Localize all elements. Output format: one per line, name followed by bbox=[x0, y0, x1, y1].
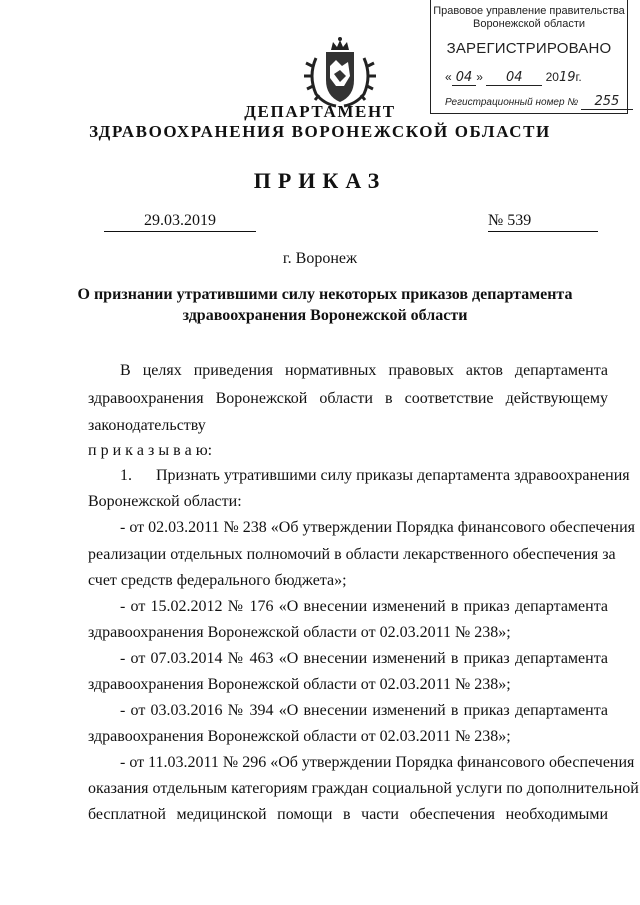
body-line: - от 15.02.2012 № 176 «О внесении изменений в приказ департамента bbox=[120, 598, 608, 615]
document-type-title: ПРИКАЗ bbox=[253, 168, 387, 193]
body-line: 1. Признать утратившими силу приказы департамента здравоохранения bbox=[120, 467, 630, 484]
body-line: - от 07.03.2014 № 463 «О внесении изменений в приказ департамента bbox=[120, 650, 608, 667]
body-line: реализации отдельных полномочий в области лекарственного обеспечения за bbox=[88, 546, 616, 563]
body-line: Воронежской области: bbox=[88, 493, 242, 510]
order-number: № 539 bbox=[488, 212, 598, 232]
order-subject-line2: здравоохранения Воронежской области bbox=[182, 307, 468, 324]
body-line: счет средств федерального бюджета»; bbox=[88, 572, 347, 589]
body-line: законодательству bbox=[88, 417, 206, 434]
order-subject bbox=[60, 284, 590, 326]
order-verb: п р и к а з ы в а ю: bbox=[88, 442, 213, 459]
body-line: бесплатной медицинской помощи в части обеспечения необходимыми bbox=[88, 806, 608, 823]
stamp-year: 19 bbox=[558, 70, 576, 85]
coat-of-arms-icon bbox=[300, 36, 380, 110]
body-line: В целях приведения нормативных правовых актов департамента bbox=[120, 362, 608, 379]
stamp-month: 04 bbox=[486, 70, 542, 86]
stamp-year-prefix: 20 bbox=[545, 70, 559, 84]
body-line: - от 11.03.2011 № 296 «Об утверждении Порядка финансового обеспечения bbox=[120, 754, 635, 771]
stamp-authority bbox=[431, 5, 627, 31]
order-subject-line1: О признании утратившими силу некоторых приказов департамента bbox=[77, 286, 573, 303]
department-name-line2: ЗДРАВООХРАНЕНИЯ ВОРОНЕЖСКОЙ ОБЛАСТИ bbox=[89, 122, 551, 141]
registration-stamp bbox=[430, 0, 628, 114]
stamp-reg-number: 255 bbox=[581, 94, 633, 110]
stamp-registered-label: ЗАРЕГИСТРИРОВАНО bbox=[446, 40, 612, 57]
stamp-authority-line1: Правовое управление правительства bbox=[433, 5, 625, 17]
body-line: здравоохранения Воронежской области от 02.03.2011 № 238»; bbox=[88, 728, 511, 745]
stamp-reg-label: Регистрационный номер № bbox=[445, 97, 579, 108]
body-line: - от 02.03.2011 № 238 «Об утверждении Порядка финансового обеспечения bbox=[120, 519, 635, 536]
body-line: здравоохранения Воронежской области от 02.03.2011 № 238»; bbox=[88, 676, 511, 693]
issue-city: г. Воронеж bbox=[282, 250, 358, 267]
stamp-day: 04 bbox=[452, 70, 477, 86]
body-line: оказания отдельным категориям граждан социальной услуги по дополнительной bbox=[88, 780, 639, 797]
order-date: 29.03.2019 bbox=[104, 212, 256, 232]
stamp-authority-line2: Воронежской области bbox=[472, 18, 585, 30]
department-name-line1: ДЕПАРТАМЕНТ bbox=[244, 102, 396, 121]
body-line: здравоохранения Воронежской области от 02.03.2011 № 238»; bbox=[88, 624, 511, 641]
body-line: - от 03.03.2016 № 394 «О внесении изменений в приказ департамента bbox=[120, 702, 608, 719]
stamp-date: « 04 » 04 2019г. bbox=[445, 70, 582, 85]
body-line: здравоохранения Воронежской области в соответствие действующему bbox=[88, 390, 608, 407]
